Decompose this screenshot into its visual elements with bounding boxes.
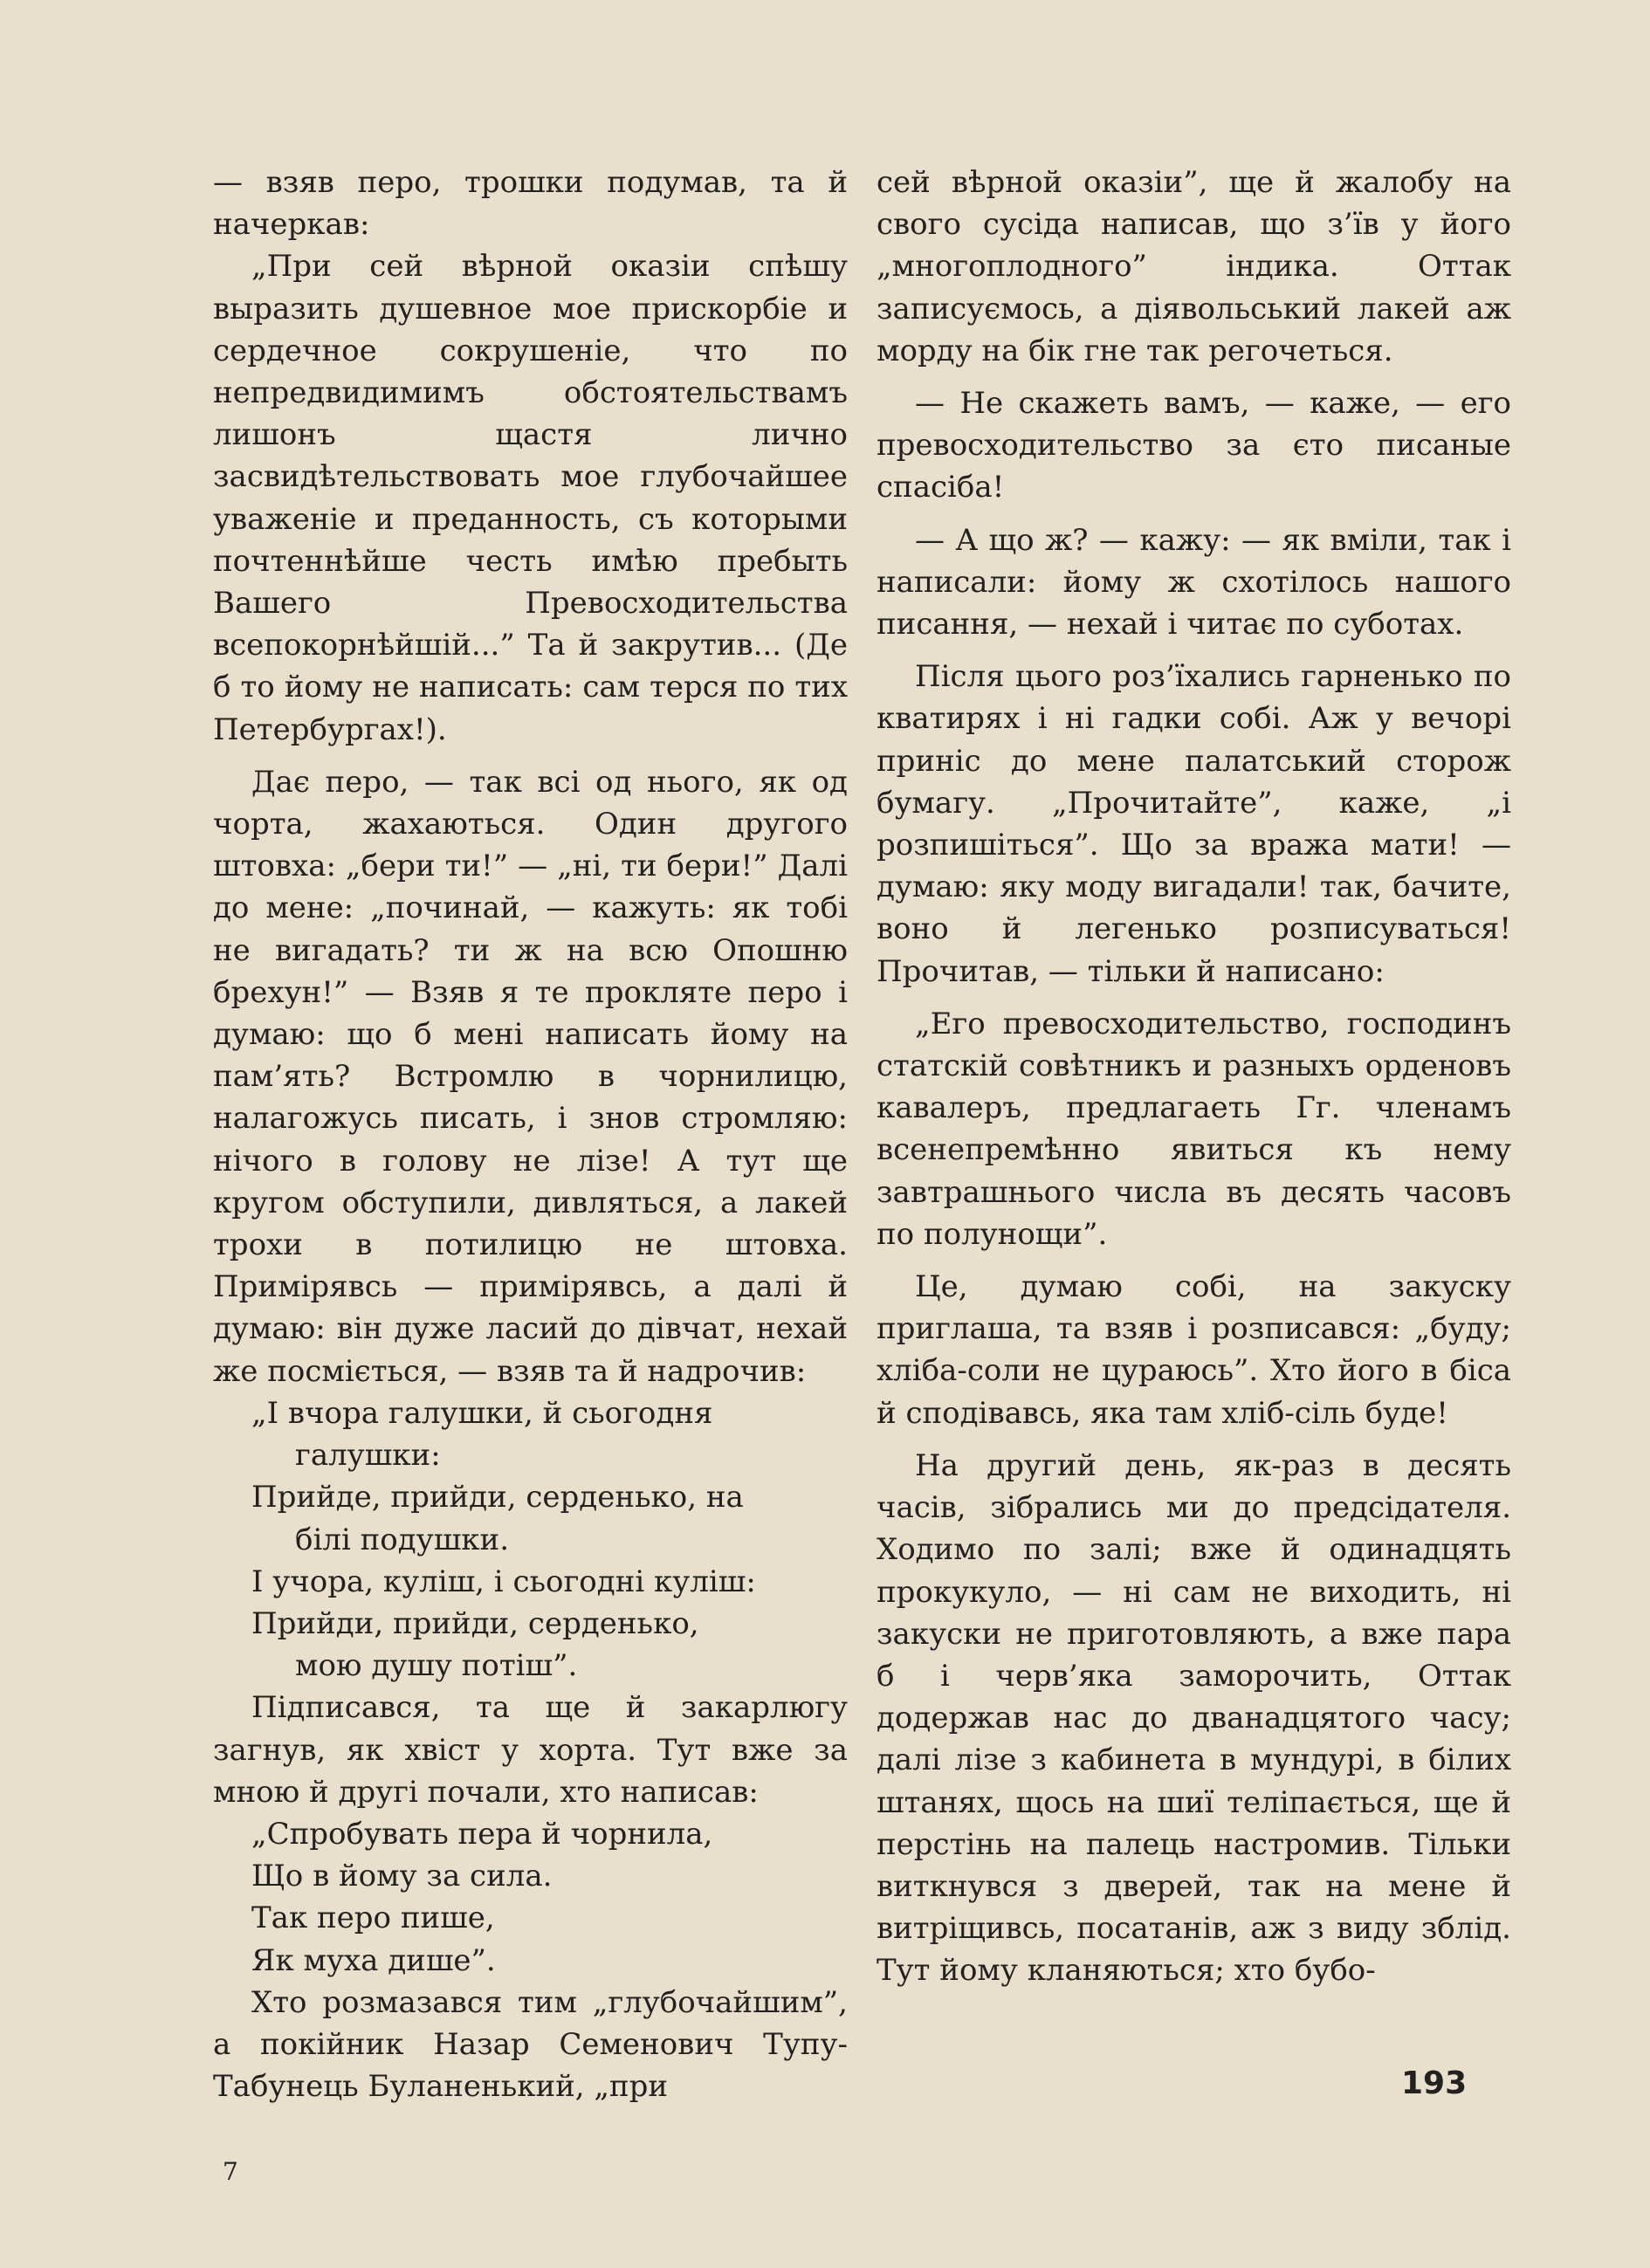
verse-line: Як муха дише”. — [251, 1942, 496, 1978]
paragraph: Дає перо, — так всі од нього, як од чорта, жахаються. Один другого штовха: „бери ти!” — „ні, ти бери!” Далі до мене: „починай, — кажуть: як тобі не вигадать? ти ж на всю Опошню брехун!” — Взяв я те прокляте перо і думаю: що б мені написать йому на пам’ять? Встромлю в чорнилицю, налагожусь писать, і знов стромляю: нічого в голову не лізе! А тут ще кругом обступили, дивляться, а лакей трохи в потилицю не штовха. Примірявсь — примірявсь, а далі й думаю: він дуже ласий до дівчат, нехай же посміється, — взяв та й надрочив: — [213, 764, 848, 1389]
verse-line: Так перо пише, — [251, 1900, 495, 1936]
paragraph: На другий день, як-раз в десять часів, зібрались ми до предсідателя. Ходимо по залі; вже й одинадцять прокукуло, — ні сам не виходить, ні закуски не приготовляють, а вже пара б і черв’яка заморочить, Оттак додержав нас до дванадцятого часу; далі лізе з кабинета в мундурі, в білих штанях, щось на шиї теліпається, ще й перстінь на палець настромив. Тільки виткнувся з дверей, так на мене й витріщивсь, посатанів, аж з виду зблід. Тут йому кланяються; хто бубо- — [877, 1447, 1511, 1989]
signature-mark: 7 — [223, 2157, 238, 2186]
left-column — [213, 162, 848, 2107]
paragraph: „При сей вѣрной оказіи спѣшу выразить душевное мое прискорбіе и сердечное сокрушеніе, что по непредвидимимъ обстоятельствамъ лишонъ щастя лично засвидѣтельствовать мое глубочайшее уваженіе и преданность, съ которыми почтеннѣйше честь имѣю пребыть Вашего Превосходительства всепокорнѣйшій...” Та й закрутив... (Де б то йому не написать: сам терся по тих Петербургах!). — [213, 249, 848, 747]
verse-block — [213, 1392, 848, 1687]
paragraph: Хто розмазався тим „глубочайшим”, а покійник Назар Семенович Тупу-Табунець Буланенький, „при — [213, 1984, 848, 2105]
verse-block — [213, 1813, 848, 1982]
verse-line: „Спробувать пера й чорнила, — [251, 1816, 713, 1852]
right-column — [877, 162, 1511, 1992]
verse-line: І учора, куліш, і сьогодні куліш: — [251, 1564, 756, 1599]
verse-line: білі подушки. — [295, 1522, 510, 1557]
paragraph: Підписався, та ще й закарлюгу загнув, як хвіст у хорта. Тут вже за мною й другі почали, хто написав: — [213, 1690, 848, 1810]
paragraph: сей вѣрной оказіи”, ще й жалобу на свого сусіда написав, що з’їв у його „многоплодного” індика. Оттак записуємось, а діявольський лакей аж морду на бік гне так регочеться. — [877, 165, 1511, 368]
verse-line: Що в йому за сила. — [251, 1859, 553, 1894]
verse-line: мою душу потіш”. — [295, 1648, 578, 1684]
page-number: 193 — [1401, 2065, 1468, 2101]
verse-line: галушки: — [295, 1438, 441, 1474]
verse-line: „І вчора галушки, й сьогодня — [251, 1395, 713, 1431]
paragraph: „Его превосходительство, господинъ статскій совѣтникъ и разныхъ орденовъ кавалеръ, предлагаеть Гг. членамъ всенепремѣнно явиться къ нему завтрашнього числа въ десять часовъ по полунощи”. — [877, 1006, 1511, 1252]
paragraph: — А що ж? — кажу: — як вміли, так і написали: йому ж схотілось нашого писання, — нехай і читає по суботах. — [877, 522, 1511, 643]
verse-line: Прийде, прийди, серденько, на — [251, 1480, 744, 1515]
paragraph: — Не скажеть вамъ, — каже, — его превосходительство за єто писаные спасіба! — [877, 386, 1511, 505]
verse-line: Прийди, прийди, серденько, — [251, 1605, 699, 1641]
paragraph: Це, думаю собі, на закуску приглаша, та взяв і розписався: „буду; хліба-соли не цураюсь”. Хто його в біса й сподівавсь, яка там хліб-сіль буде! — [877, 1269, 1511, 1431]
paragraph: Після цього роз’їхались гарненько по кватирях і ні гадки собі. Аж у вечорі приніс до мене палатський сторож бумагу. „Прочитайте”, каже, „і розпишіться”. Що за вража мати! — думаю: яку моду вигадали! так, бачите, воно й легенько розписуваться! Прочитав, — тільки й написано: — [877, 659, 1511, 989]
paragraph: — взяв перо, трошки подумав, та й начеркав: — [213, 165, 848, 243]
